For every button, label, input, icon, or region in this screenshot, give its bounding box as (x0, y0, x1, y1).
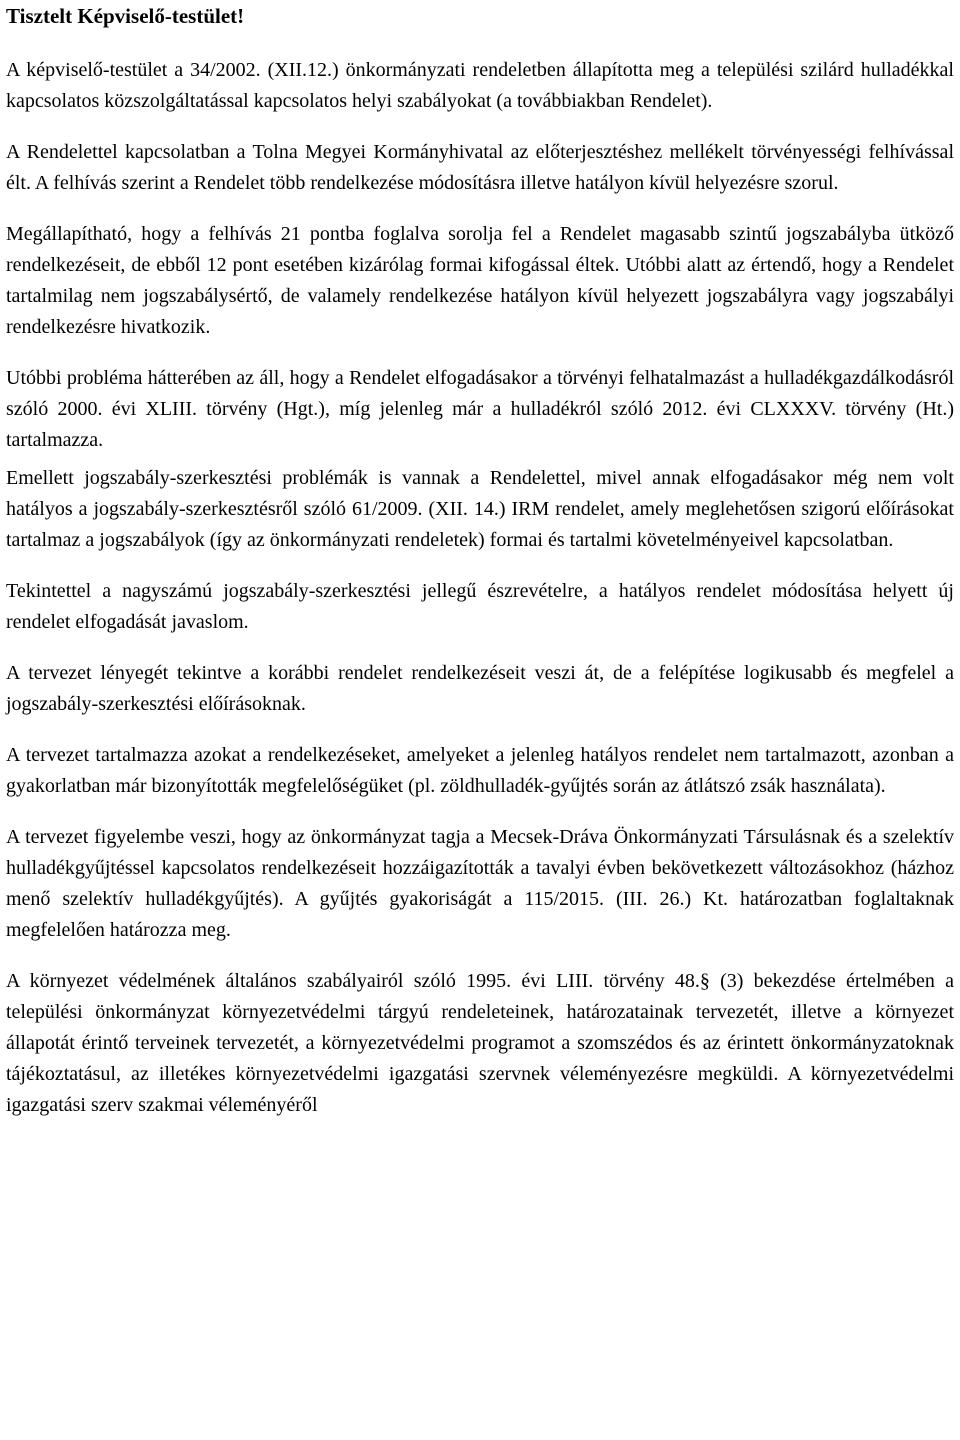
salutation-heading: Tisztelt Képviselő-testület! (6, 4, 245, 28)
paragraph-tervezet-lenyege: A tervezet lényegét tekintve a korábbi rendelet rendelkezéseit veszi át, de a felépítése logikusabb és megfelel a jogszabály-szerkesztési előírásoknak. (6, 662, 954, 715)
paragraph-javaslat: Tekintettel a nagyszámú jogszabály-szerkesztési jellegű észrevételre, a hatályos rendelet módosítása helyett új rendelet elfogadását javaslom. (6, 580, 954, 633)
paragraph-kormanyhivatal-felhivas: A Rendelettel kapcsolatban a Tolna Megyei Kormányhivatal az előterjesztéshez mellékelt törvényességi felhívással élt. A felhívás szerint a Rendelet több rendelkezése módosításra illetve hatályon kívül helyezésre szorul. (6, 141, 954, 194)
paragraph-jogszabaly-szerkesztes: Emellett jogszabály-szerkesztési problémák is vannak a Rendelettel, mivel annak elfogadásakor még nem volt hatályos a jogszabály-szerkesztésről szóló 61/2009. (XII. 14.) IRM rendelet, amely meglehetősen szigorú előírásokat tartalmaz a jogszabályok (így az önkormányzati rendeletek) formai és tartalmi követelményeivel kapcsolatban. (6, 467, 954, 551)
paragraph-tervezet-tartalma: A tervezet tartalmazza azokat a rendelkezéseket, amelyeket a jelenleg hatályos rendelet nem tartalmazott, azonban a gyakorlatban már bizonyították megfelelőségüket (pl. zöldhulladék-gyűjtés során az átlátszó zsák használata). (6, 744, 954, 797)
paragraph-problema-hattere: Utóbbi probléma hátterében az áll, hogy a Rendelet elfogadásakor a törvényi felhatalmazást a hulladékgazdálkodásról szóló 2000. évi XLIII. törvény (Hgt.), míg jelenleg már a hulladékról szóló 2012. évi CLXXXV. törvény (Ht.) tartalmazza. (6, 367, 954, 451)
paragraph-kornyezetvedelmi-torveny: A környezet védelmének általános szabályairól szóló 1995. évi LIII. törvény 48.§ (3) bekezdése értelmében a települési önkormányzat környezetvédelmi tárgyú rendeleteinek, határozatainak tervezetét, illetve a környezet állapotát érintő terveinek tervezetét, a környezetvédelmi programot a szomszédos és az érintett önkormányzatoknak tájékoztatásul, az illetékes környezetvédelmi igazgatási szervnek véleményezésre megküldi. A környezetvédelmi igazgatási szerv szakmai véleményéről (6, 970, 954, 1116)
paragraph-tarsulas: A tervezet figyelembe veszi, hogy az önkormányzat tagja a Mecsek-Dráva Önkormányzati Társulásnak és a szelektív hulladékgyűjtéssel kapcsolatos rendelkezéseit hozzáigazították a tavalyi évben bekövetkezett változásokhoz (házhoz menő szelektív hulladékgyűjtés). A gyűjtés gyakoriságát a 115/2015. (III. 26.) Kt. határozatban foglaltaknak megfelelően határozza meg. (6, 826, 954, 941)
paragraph-megallapithato: Megállapítható, hogy a felhívás 21 pontba foglalva sorolja fel a Rendelet magasabb szintű jogszabályba ütköző rendelkezéseit, de ebből 12 pont esetében kizárólag formai kifogással éltek. Utóbbi alatt az értendő, hogy a Rendelet tartalmilag nem jogszabálysértő, de valamely rendelkezése hatályon kívül helyezett jogszabályra vagy jogszabályi rendelkezésre hivatkozik. (6, 223, 954, 338)
paragraph-rendelet-intro: A képviselő-testület a 34/2002. (XII.12.) önkormányzati rendeletben állapította meg a települési szilárd hulladékkal kapcsolatos közszolgáltatással kapcsolatos helyi szabályokat (a továbbiakban Rendelet). (6, 59, 954, 112)
